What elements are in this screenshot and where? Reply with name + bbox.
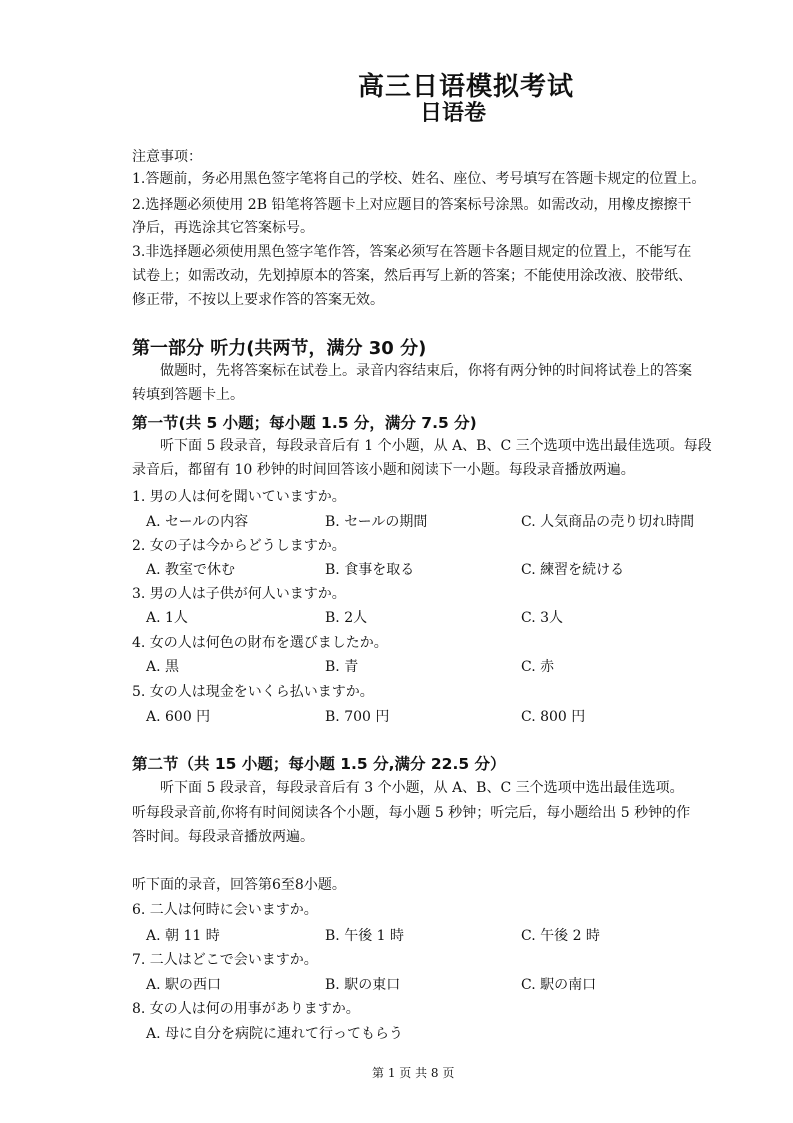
notes-line: 试卷上；如需改动，先划掉原本的答案，然后再写上新的答案；不能使用涂改液、胶带纸、 [132,268,692,284]
option-b: B. 駅の東口 [325,977,401,993]
option-c: C. 練習を続ける [521,562,625,578]
section2-intro: 答时间。每段录音播放两遍。 [132,829,314,845]
notes-line: 修正带，不按以上要求作答的答案无效。 [132,292,384,308]
notes-line: 净后，再选涂其它答案标号。 [132,220,314,236]
option-c: C. 午後 2 時 [521,928,600,944]
option-b: B. 食事を取る [325,562,415,578]
option-b: B. 2人 [325,610,368,626]
section2-heading: 第二节（共 15 小题；每小题 1.5 分,满分 22.5 分） [132,755,506,773]
option-b: B. セールの期間 [325,514,428,530]
option-a: A. 朝 11 時 [146,928,220,944]
option-c: C. 赤 [521,659,555,675]
question-1: 1. 男の人は何を聞いていますか。 [132,489,346,505]
section2-intro: 听每段录音前,你将有时间阅读各个小题，每小题 5 秒钟；听完后，每小题给出 5 秒钟的作 [132,805,691,821]
section1-heading: 第一节(共 5 小题；每小题 1.5 分，满分 7.5 分) [132,414,477,432]
option-c: C. 人気商品の売り切れ時間 [521,514,695,530]
question-5: 5. 女の人は現金をいくら払いますか。 [132,684,374,700]
option-a: A. 600 円 [146,709,211,725]
part1-heading: 第一部分 听力(共两节，满分 30 分) [132,338,427,359]
part1-intro: 转填到答题卡上。 [132,387,244,403]
group-intro: 听下面的录音，回答第6至8小题。 [132,877,346,893]
page-subtitle: 日语卷 [420,101,487,126]
page-title: 高三日语模拟考试 [358,72,575,102]
question-6: 6. 二人は何時に会いますか。 [132,902,318,918]
section1-intro: 录音后，都留有 10 秒钟的时间回答该小题和阅读下一小题。每段录音播放两遍。 [132,462,635,478]
section2-intro: 听下面 5 段录音，每段录音后有 3 个小题，从 A、B、C 三个选项中选出最佳选项。 [160,780,684,796]
option-a: A. 1人 [146,610,188,626]
option-c: C. 800 円 [521,709,586,725]
option-a: A. 駅の西口 [146,977,222,993]
part1-intro: 做题时，先将答案标在试卷上。录音内容结束后，你将有两分钟的时间将试卷上的答案 [160,363,692,379]
option-a: A. 母に自分を病院に連れて行ってもらう [146,1026,404,1042]
page-number: 第 1 页 共 8 页 [372,1066,455,1080]
option-b: B. 700 円 [325,709,390,725]
option-b: B. 午後 1 時 [325,928,404,944]
question-8: 8. 女の人は何の用事がありますか。 [132,1001,360,1017]
question-3: 3. 男の人は子供が何人いますか。 [132,586,346,602]
option-b: B. 青 [325,659,359,675]
option-c: C. 3人 [521,610,564,626]
option-a: A. セールの内容 [146,514,249,530]
notes-heading: 注意事项： [132,149,202,165]
notes-line: 3.非选择题必须使用黑色签字笔作答，答案必须写在答题卡各题目规定的位置上，不能写在 [132,244,692,260]
notes-line: 2.选择题必须使用 2B 铅笔将答题卡上对应题目的答案标号涂黑。如需改动，用橡皮擦擦干 [132,197,692,213]
option-a: A. 黒 [146,659,180,675]
section1-intro: 听下面 5 段录音，每段录音后有 1 个小题，从 A、B、C 三个选项中选出最佳选项。每段 [160,438,712,454]
question-2: 2. 女の子は今からどうしますか。 [132,538,346,554]
option-c: C. 駅の南口 [521,977,597,993]
option-a: A. 教室で休む [146,562,236,578]
notes-line: 1.答题前，务必用黑色签字笔将自己的学校、姓名、座位、考号填写在答题卡规定的位置上。 [132,171,706,187]
question-7: 7. 二人はどこで会いますか。 [132,952,318,968]
question-4: 4. 女の人は何色の財布を選びましたか。 [132,635,388,651]
